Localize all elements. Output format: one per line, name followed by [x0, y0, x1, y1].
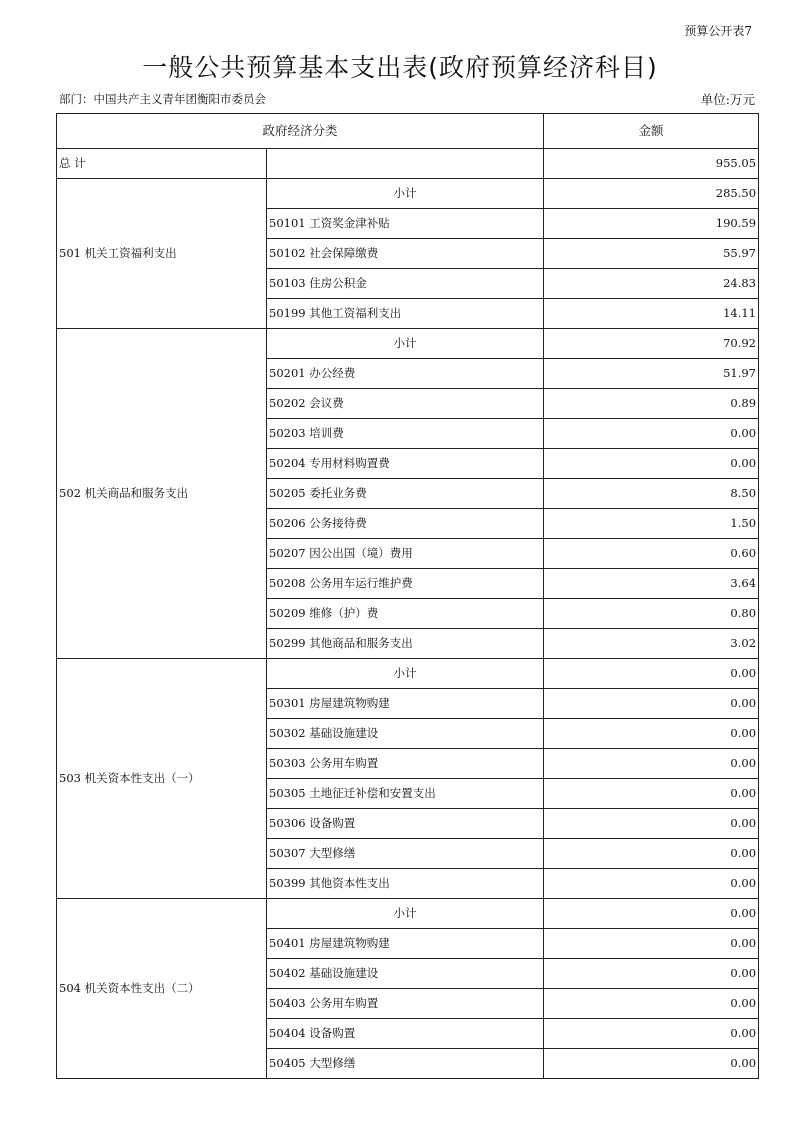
page-title: 一般公共预算基本支出表(政府预算经济科目) — [142, 53, 658, 82]
item-amount: 0.00 — [544, 419, 759, 449]
item-label: 50203 培训费 — [267, 419, 544, 449]
item-amount: 0.00 — [544, 779, 759, 809]
grand-total-blank — [267, 149, 544, 179]
subtotal-amount: 285.50 — [544, 179, 759, 209]
subtotal-row — [57, 659, 759, 689]
budget-table — [56, 113, 759, 1079]
item-label: 50202 会议费 — [267, 389, 544, 419]
item-amount: 0.00 — [544, 809, 759, 839]
item-label: 50199 其他工资福利支出 — [267, 299, 544, 329]
item-label: 50207 因公出国（境）费用 — [267, 539, 544, 569]
item-amount: 0.00 — [544, 719, 759, 749]
item-amount: 0.00 — [544, 1019, 759, 1049]
subtotal-amount: 70.92 — [544, 329, 759, 359]
item-amount: 0.00 — [544, 1049, 759, 1079]
item-label: 50401 房屋建筑物购建 — [267, 929, 544, 959]
item-amount: 0.00 — [544, 749, 759, 779]
subtotal-label: 小计 — [267, 899, 544, 929]
item-label: 50405 大型修缮 — [267, 1049, 544, 1079]
item-label: 50101 工资奖金津补贴 — [267, 209, 544, 239]
item-label: 50204 专用材料购置费 — [267, 449, 544, 479]
item-label: 50307 大型修缮 — [267, 839, 544, 869]
subtotal-label: 小计 — [267, 179, 544, 209]
item-amount: 0.80 — [544, 599, 759, 629]
item-label: 50209 维修（护）费 — [267, 599, 544, 629]
item-amount: 0.00 — [544, 869, 759, 899]
item-amount: 0.00 — [544, 959, 759, 989]
unit-label: 单位:万元 — [700, 92, 755, 107]
subtotal-amount: 0.00 — [544, 899, 759, 929]
item-amount: 3.02 — [544, 629, 759, 659]
item-label: 50306 设备购置 — [267, 809, 544, 839]
item-amount: 0.00 — [544, 689, 759, 719]
grand-total-row — [57, 149, 759, 179]
category-cell: 503 机关资本性支出（一） — [57, 659, 267, 899]
item-amount: 8.50 — [544, 479, 759, 509]
grand-total-label: 总 计 — [57, 149, 267, 179]
item-label: 50102 社会保障缴费 — [267, 239, 544, 269]
subtotal-row — [57, 179, 759, 209]
category-cell: 502 机关商品和服务支出 — [57, 329, 267, 659]
item-label: 50208 公务用车运行维护费 — [267, 569, 544, 599]
subtotal-label: 小计 — [267, 329, 544, 359]
item-label: 50103 住房公积金 — [267, 269, 544, 299]
item-label: 50302 基础设施建设 — [267, 719, 544, 749]
item-amount: 1.50 — [544, 509, 759, 539]
item-label: 50403 公务用车购置 — [267, 989, 544, 1019]
header-category: 政府经济分类 — [57, 114, 544, 149]
item-label: 50201 办公经费 — [267, 359, 544, 389]
subtotal-row — [57, 329, 759, 359]
subtotal-row — [57, 899, 759, 929]
item-label: 50399 其他资本性支出 — [267, 869, 544, 899]
item-amount: 24.83 — [544, 269, 759, 299]
item-amount: 0.00 — [544, 929, 759, 959]
item-amount: 190.59 — [544, 209, 759, 239]
category-cell: 501 机关工资福利支出 — [57, 179, 267, 329]
subtotal-amount: 0.00 — [544, 659, 759, 689]
item-amount: 0.00 — [544, 839, 759, 869]
item-amount: 14.11 — [544, 299, 759, 329]
item-label: 50404 设备购置 — [267, 1019, 544, 1049]
item-amount: 51.97 — [544, 359, 759, 389]
item-label: 50206 公务接待费 — [267, 509, 544, 539]
item-amount: 0.00 — [544, 989, 759, 1019]
item-label: 50402 基础设施建设 — [267, 959, 544, 989]
grand-total-amount: 955.05 — [544, 149, 759, 179]
item-label: 50301 房屋建筑物购建 — [267, 689, 544, 719]
table-header-row — [57, 114, 759, 149]
item-amount: 0.89 — [544, 389, 759, 419]
item-label: 50305 土地征迁补偿和安置支出 — [267, 779, 544, 809]
item-amount: 0.60 — [544, 539, 759, 569]
category-cell: 504 机关资本性支出（二） — [57, 899, 267, 1079]
department-label: 部门：中国共产主义青年团衡阳市委员会 — [59, 92, 266, 106]
item-label: 50299 其他商品和服务支出 — [267, 629, 544, 659]
item-amount: 3.64 — [544, 569, 759, 599]
form-number: 预算公开表7 — [684, 24, 752, 38]
item-amount: 55.97 — [544, 239, 759, 269]
item-label: 50205 委托业务费 — [267, 479, 544, 509]
subtotal-label: 小计 — [267, 659, 544, 689]
item-amount: 0.00 — [544, 449, 759, 479]
header-amount: 金额 — [544, 114, 759, 149]
item-label: 50303 公务用车购置 — [267, 749, 544, 779]
